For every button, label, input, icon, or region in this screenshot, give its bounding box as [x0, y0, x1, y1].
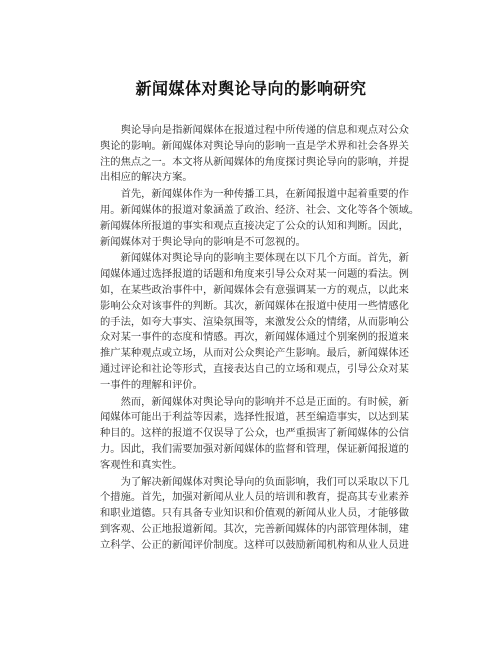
text-line: 到客观、公正地报道新闻。其次，完善新闻媒体的内部管理体制，建 [100, 522, 409, 535]
document-body [100, 123, 430, 555]
text-line: 新闻媒体对于舆论导向的影响是不可忽视的。 [100, 235, 306, 248]
text-line: 闻媒体可能出于利益等因素，选择性报道，甚至编造事实，以达到某 [100, 411, 409, 424]
text-line: 一事件的理解和评价。 [100, 378, 203, 391]
text-line: 出相应的解决方案。 [100, 171, 193, 184]
text-line: 推广某种观点或立场，从而对公众舆论产生影响。最后，新闻媒体还 [100, 347, 409, 360]
text-line: 个措施。首先，加强对新闻从业人员的培训和教育，提高其专业素养 [100, 491, 409, 504]
text-line: 然而，新闻媒体对舆论导向的影响并不总是正面的。有时候，新 [100, 395, 409, 408]
text-line: 立科学、公正的新闻评价制度。这样可以鼓励新闻机构和从业人员进 [100, 538, 409, 551]
text-line: 的手法，如夸大事实、渲染氛围等，来激发公众的情绪，从而影响公 [100, 315, 409, 328]
text-line: 如，在某些政治事件中，新闻媒体会有意强调某一方的观点，以此来 [100, 283, 409, 296]
text-line: 闻媒体通过选择报道的话题和角度来引导公众对某一问题的看法。例 [100, 268, 409, 281]
text-line: 通过评论和社论等形式，直接表达自己的立场和观点，引导公众对某 [100, 362, 409, 375]
paragraph [100, 475, 430, 554]
paragraph [100, 187, 430, 250]
paragraph [100, 395, 430, 474]
text-line: 和职业道德。只有具备专业知识和价值观的新闻从业人员，才能够做 [100, 507, 409, 520]
text-line: 舆论导向是指新闻媒体在报道过程中所传递的信息和观点对公众 [100, 124, 409, 136]
paragraph [100, 123, 430, 186]
text-line: 新闻媒体对舆论导向的影响主要体现在以下几个方面。首先，新 [100, 252, 409, 265]
text-line: 影响公众对该事件的判断。其次，新闻媒体在报道中使用一些情感化 [100, 299, 409, 312]
text-line: 注的焦点之一。本文将从新闻媒体的角度探讨舆论导向的影响，并提 [100, 155, 409, 168]
text-line: 舆论的影响。新闻媒体对舆论导向的影响一直是学术界和社会各界关 [100, 139, 409, 152]
text-line: 众对某一事件的态度和情感。再次，新闻媒体通过个别案例的报道来 [100, 331, 409, 344]
text-line: 为了解决新闻媒体对舆论导向的负面影响，我们可以采取以下几 [100, 475, 409, 488]
text-line: 新闻媒体所报道的事实和观点直接决定了公众的认知和判断。因此， [100, 219, 409, 232]
document-title: 新闻媒体对舆论导向的影响研究 [135, 79, 367, 98]
text-line: 用。新闻媒体的报道对象涵盖了政治、经济、社会、文化等各个领域。 [100, 203, 420, 216]
text-line: 客观性和真实性。 [100, 458, 183, 471]
text-line: 力。因此，我们需要加强对新闻媒体的监督和管理，保证新闻报道的 [100, 442, 409, 455]
paragraph [100, 251, 430, 393]
text-line: 首先，新闻媒体作为一种传播工具，在新闻报道中起着重要的作 [100, 188, 409, 201]
text-line: 种目的。这样的报道不仅误导了公众，也严重损害了新闻媒体的公信 [100, 427, 409, 440]
